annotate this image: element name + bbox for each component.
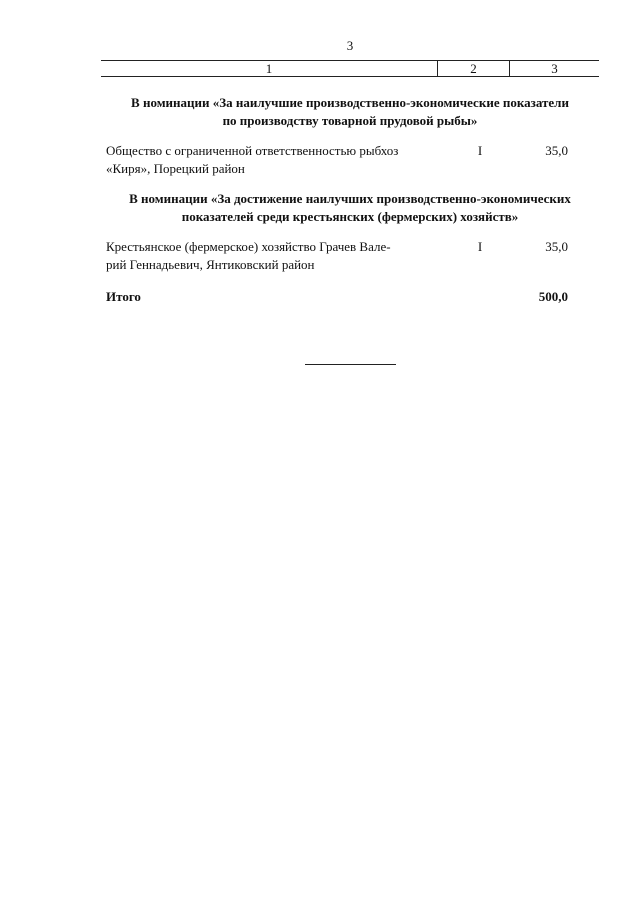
nomination-title-line: В номинации «За достижение наилучших производственно-экономических	[129, 191, 571, 206]
award-recipient-name	[106, 238, 430, 274]
award-amount: 35,0	[545, 143, 568, 158]
nomination-title-line: В номинации «За наилучшие производственно-экономические показатели	[131, 95, 569, 110]
award-place: I	[477, 143, 483, 158]
award-recipient-name-line: рий Геннадьевич, Янтиковский район	[106, 257, 315, 272]
page-number: 3	[346, 38, 354, 53]
award-recipient-name-line: Крестьянское (фермерское) хозяйство Грачев Вале-	[106, 239, 391, 254]
table-header	[101, 60, 599, 77]
award-recipient-name-line: «Киря», Порецкий район	[106, 161, 245, 176]
award-amount: 35,0	[545, 239, 568, 254]
total-label: Итого	[106, 289, 141, 304]
total-value: 500,0	[538, 289, 568, 304]
award-recipient-name	[106, 142, 430, 178]
table-header-col-2: 2	[438, 61, 510, 76]
table-header-col-3: 3	[551, 60, 558, 76]
award-recipient-name-line: Общество с ограниченной ответственностью рыбхоз	[106, 143, 399, 158]
award-place: I	[477, 239, 483, 254]
table-header-col-1: 1	[101, 61, 438, 76]
nomination-title-farms	[101, 190, 599, 226]
nomination-title-line: показателей среди крестьянских (фермерских) хозяйств»	[181, 209, 519, 224]
nomination-title-fish	[101, 94, 599, 130]
nomination-title-line: по производству товарной прудовой рыбы»	[222, 113, 478, 128]
end-divider	[305, 364, 396, 365]
